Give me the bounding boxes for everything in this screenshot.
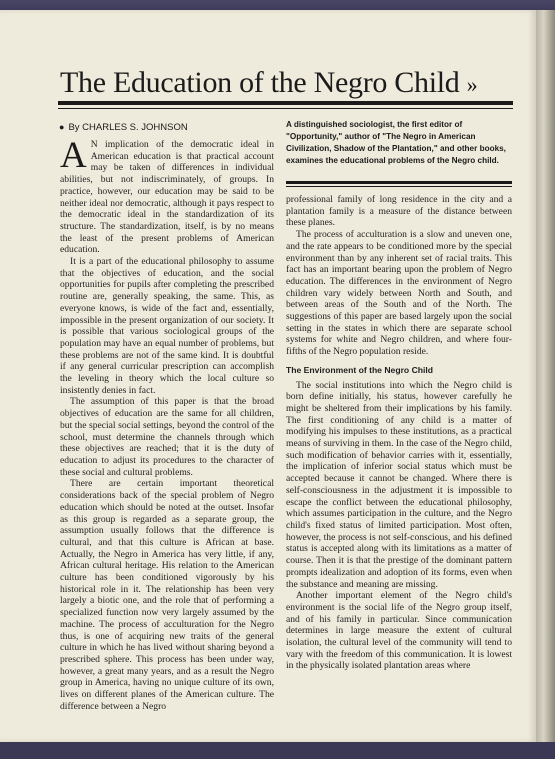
- drop-cap: A: [60, 139, 87, 176]
- paragraph: There are certain important theoretical considerations back of the special problem of Negro education which should be noted at the outset. Insofar as this group is regarded as a separate group, the assumption usually follows that the difference is cultural, and that this culture is African at base. Actually, the Negro in America has very little, if any, African cultural heritage. His relation to the American culture has been conditioned vigorously by his historical role in it. The relationship has been very largely a biotic one, and the role that of performing a specialized function now very largely assumed by the machine. The process of acculturation for the Negro thus, is one of acquiring new traits of the general culture in which he has lived without sharing beyond a prescribed sphere. This process has been under way, however, a great many years, and as a result the Negro group in America, having no unique culture of its own, lives on different planes of the American culture. The difference between a Negro: [60, 478, 274, 712]
- byline-text: By CHARLES S. JOHNSON: [68, 122, 188, 133]
- byline-bullet-icon: ●: [59, 122, 65, 132]
- intro-rule-thin: [286, 186, 512, 187]
- right-column: [286, 194, 512, 736]
- binding-bottom-edge: [0, 742, 555, 759]
- title-rule-thin: [58, 108, 513, 109]
- author-intro: A distinguished sociologist, the first editor of "Opportunity," author of "The Negro in American Civilization, Shadow of the Plantation," and other books, examines the educational problems of the Negro child.: [286, 120, 506, 165]
- title-rule-thick: [58, 101, 513, 105]
- article-title: [60, 66, 500, 100]
- intro-rule-thick: [286, 181, 512, 184]
- left-column: [60, 139, 274, 731]
- title-arrow-glyph: »: [466, 72, 478, 97]
- paragraph: professional family of long residence in the city and a plantation family is a measure of the distance between these planes.: [286, 194, 512, 229]
- paragraph: The assumption of this paper is that the broad objectives of education are the same for all children, but the special social settings, beyond the control of the school, must determine the channels through which these objectives are reached; that it is the duty of education to adjust its procedures to the character of these social and cultural problems.: [60, 396, 274, 478]
- paragraph: The process of acculturation is a slow and uneven one, and the rate appears to be conditioned more by the special environment than by any inherent set of racial traits. This fact has an important bearing upon the problem of Negro education. The differences in the environment of Negro children vary widely between North and South, and between areas of the South and of the North. The suggestions of this paper are based largely upon the social setting in the states in which there are separate school systems for white and Negro children, and where four-fifths of the Negro population reside.: [286, 229, 512, 358]
- section-subheading: The Environment of the Negro Child: [286, 364, 434, 375]
- article-title-text: The Education of the Negro Child: [60, 66, 460, 99]
- byline: [59, 122, 269, 133]
- paragraph: Another important element of the Negro child's environment is the social life of the Negro group itself, and of his family in particular. Since communication determines in large measure the extent of cultural isolation, the cultural level of the community will tend to vary with the freedom of this communication. It is lowest in the physically isolated plantation areas where: [286, 590, 512, 672]
- page-right-edge: [536, 10, 555, 742]
- paragraph: The social institutions into which the Negro child is born define initially, his status, however carefully he might be sheltered from their implications by his family. The first conditioning of any child is a matter of modifying his impulses to these institutions, as a practical means of surviving in them. In the case of the Negro child, such modification of behavior carries with it, essentially, the implication of inferior social status which must be accepted because it cannot be changed. Where there is self-consciousness in the adjustment it is impossible to escape the conflict between the educational philosophy, which assumes participation in the culture, and the Negro child's fixed status of limited participation. Most often, however, the process is not self-conscious, and his defined status is accepted along with its limitations as a matter of course. Then it is that the prestige of the dominant pattern prompts idealization and adoption of its forms, even when the substance and meaning are missing.: [286, 379, 512, 590]
- paragraph: It is a part of the educational philosophy to assume that the objectives of education, and the social opportunities for pupils after completing the prescribed routine are, generally speaking, the same. This, as everyone knows, is wide of the fact and, essentially, impossible in the present organization of our society. It is possible that various sociological groups of the population may have an equal number of problems, but these problems are not of the same kind. It is doubtful if any general curricular prescription can accomplish the leveling in theory which the local culture so insistently denies in fact.: [60, 256, 274, 396]
- paragraph: A N implication of the democratic ideal in American education is that practical account may be taken of differences in individual abilities, but not indiscriminately, of groups. In practice, however, our education may be said to be neither ideal nor democratic, although it pays respect to the democratic ideal in the standardization of its structure. The standardization, itself, is by no means the least of the present problems of American education.: [60, 139, 274, 256]
